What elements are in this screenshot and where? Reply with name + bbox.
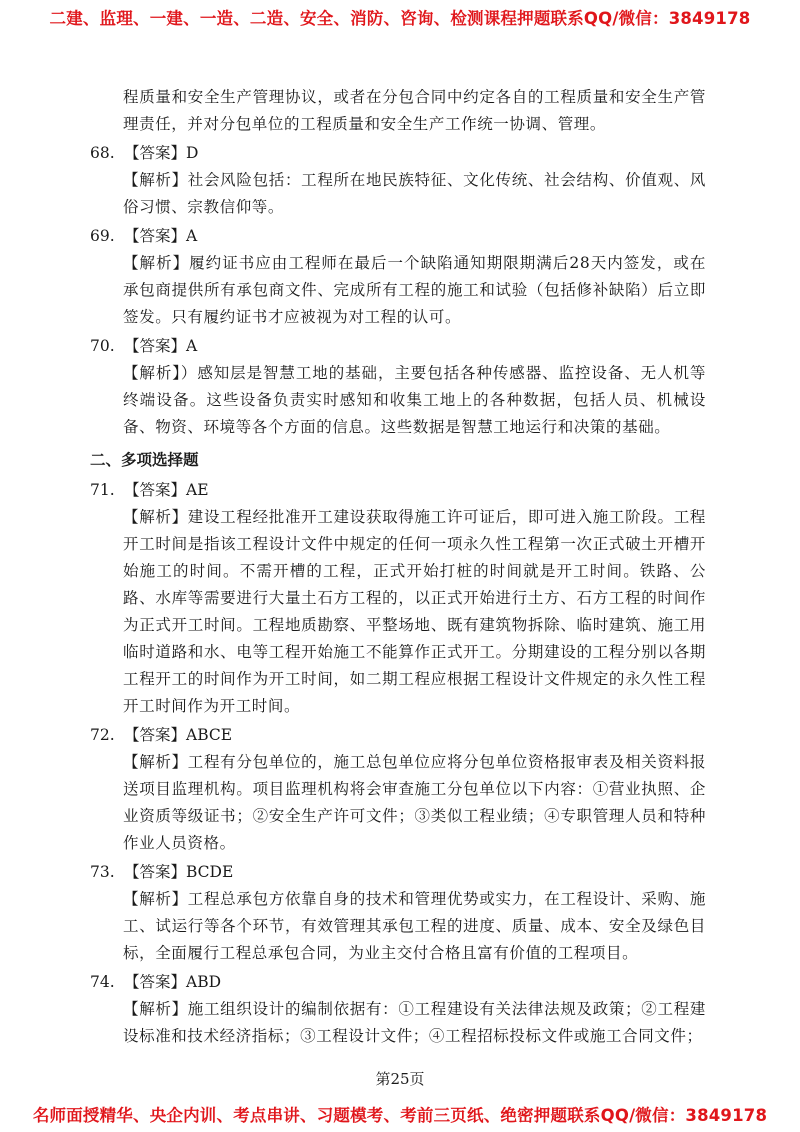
document-body xyxy=(90,84,706,1050)
intro-paragraph: 程质量和安全生产管理协议，或者在分包合同中约定各自的工程质量和安全生产管理责任，并对分包单位的工程质量和安全生产工作统一协调、管理。 xyxy=(123,88,706,133)
answers-single-choice xyxy=(90,140,706,441)
answer-text: 【答案】A xyxy=(124,227,198,245)
answer-text: 【答案】AE xyxy=(124,481,209,499)
page-number: 第25页 xyxy=(375,1070,425,1088)
question-number: 68. xyxy=(90,144,115,162)
question-number: 69. xyxy=(90,227,115,245)
answers-multiple-choice xyxy=(90,477,706,1050)
analysis-paragraph: 【解析】建设工程经批准开工建设获取得施工许可证后，即可进入施工阶段。工程开工时间是指该工程设计文件中规定的任何一项永久性工程第一次正式破土开槽开始施工的时间。不需开槽的工程，正式开始打桩的时间就是开工时间。铁路、公路、水库等需要进行大量土石方工程的，以正式开始进行土方、石方工程的时间作为正式开工时间。工程地质勘察、平整场地、既有建筑物拆除、临时建筑、施工用临时道路和水、电等工程开始施工不能算作正式开工。分期建设的工程分别以各期工程开工的时间作为开工时间，如二期工程应根据工程设计文件规定的永久性工程开工时间作为开工时间。 xyxy=(123,508,706,715)
question-number: 73. xyxy=(90,863,115,881)
answer-line xyxy=(90,969,706,996)
analysis-paragraph: 【解析】工程总承包方依靠自身的技术和管理优势或实力，在工程设计、采购、施工、试运行等各个环节，有效管理其承包工程的进度、质量、成本、安全及绿色目标，全面履行工程总承包合同，为业主交付合格且富有价值的工程项目。 xyxy=(123,890,706,962)
section-title: 二、多项选择题 xyxy=(90,451,199,469)
top-banner: 二建、监理、一建、一造、二造、安全、消防、咨询、检测课程押题联系QQ/微信：3849178 xyxy=(49,9,751,28)
answer-text: 【答案】ABCE xyxy=(124,726,233,744)
answer-line xyxy=(90,140,706,167)
analysis-paragraph: 【解析】工程有分包单位的，施工总包单位应将分包单位资格报审表及相关资料报送项目监理机构。项目监理机构将会审查施工分包单位以下内容：①营业执照、企业资质等级证书；②安全生产许可文件；③类似工程业绩；④专职管理人员和特种作业人员资格。 xyxy=(123,753,706,852)
analysis-paragraph: 【解析】社会风险包括：工程所在地民族特征、文化传统、社会结构、价值观、风俗习惯、宗教信仰等。 xyxy=(123,171,706,216)
question-number: 72. xyxy=(90,726,115,744)
answer-line xyxy=(90,722,706,749)
answer-line xyxy=(90,223,706,250)
answer-line xyxy=(90,477,706,504)
analysis-paragraph: 【解析】施工组织设计的编制依据有：①工程建设有关法律法规及政策；②工程建设标准和技术经济指标；③工程设计文件；④工程招标投标文件或施工合同文件； xyxy=(123,1000,706,1045)
answer-text: 【答案】ABD xyxy=(124,973,222,991)
bottom-banner: 名师面授精华、央企内训、考点串讲、习题模考、考前三页纸、绝密押题联系QQ/微信：3849178 xyxy=(32,1106,768,1125)
answer-line xyxy=(90,859,706,886)
answer-text: 【答案】BCDE xyxy=(124,863,234,881)
question-number: 70. xyxy=(90,337,115,355)
answer-text: 【答案】D xyxy=(124,144,199,162)
analysis-paragraph: 【解析】）感知层是智慧工地的基础，主要包括各种传感器、监控设备、无人机等终端设备。这些设备负责实时感知和收集工地上的各种数据，包括人员、机械设备、物资、环境等各个方面的信息。这些数据是智慧工地运行和决策的基础。 xyxy=(123,364,706,436)
answer-line xyxy=(90,333,706,360)
question-number: 74. xyxy=(90,973,115,991)
answer-text: 【答案】A xyxy=(124,337,198,355)
question-number: 71. xyxy=(90,481,115,499)
analysis-paragraph: 【解析】履约证书应由工程师在最后一个缺陷通知期限期满后28天内签发，或在承包商提供所有承包商文件、完成所有工程的施工和试验（包括修补缺陷）后立即签发。只有履约证书才应被视为对工程的认可。 xyxy=(123,254,706,326)
